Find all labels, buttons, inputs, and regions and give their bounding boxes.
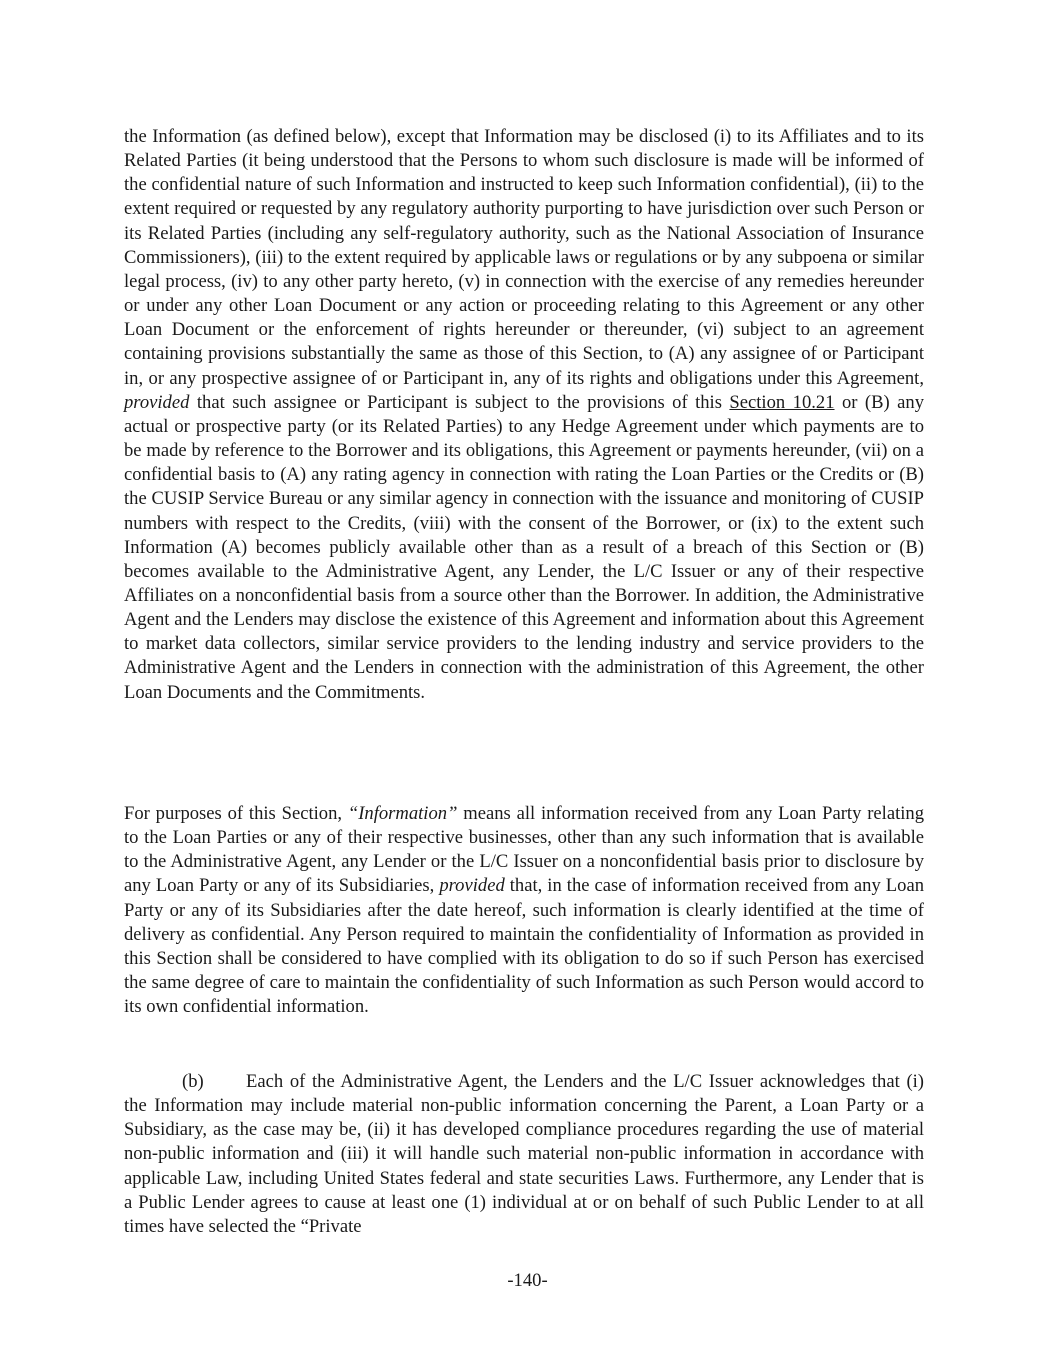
defined-term-information: “Information” xyxy=(347,803,458,824)
paragraph-text: that such assignee or Participant is subject to the provisions of this xyxy=(189,391,730,413)
section-reference: Section 10.21 xyxy=(729,391,835,413)
paragraph-text: For purposes of this Section, xyxy=(124,803,348,824)
paragraph-b-acknowledgement xyxy=(124,1070,924,1239)
paragraph-text: that, in the case of information received from any Loan Party or any of its Subsidiaries after the date hereof, such information is clearly identified at the time of delivery as confidential. Any Person required to maintain the confidentiality of Information as provided in this Section shall be considered to have complied with its obligation to do so if such Person has exercised the same degree of care to maintain the confidentiality of such Information as such Person would accord to its own confidential information. xyxy=(124,875,924,1018)
list-label-b: (b) xyxy=(182,1071,204,1092)
italic-term-provided: provided xyxy=(439,875,505,897)
paragraph-information-definition xyxy=(124,802,924,1019)
page-number: -140- xyxy=(507,1270,548,1291)
paragraph-confidentiality-disclosures xyxy=(124,125,924,705)
paragraph-text: or (B) any actual or prospective party (or its Related Parties) to any Hedge Agreement under which payments are to be made by reference to the Borrower and its obligations, this Agreement or payments hereunder, (vii) on a confidential basis to (A) any rating agency in connection with rating the Loan Parties or the Credits or (B) the CUSIP Service Bureau or any similar agency in connection with the issuance and monitoring of CUSIP numbers with respect to the Credits, (viii) with the consent of the Borrower, or (ix) to the extent such Information (A) becomes publicly available other than as a result of a breach of this Section or (B) becomes available to the Administrative Agent, any Lender, the L/C Issuer or any of their respective Affiliates on a nonconfidential basis from a source other than the Borrower. In addition, the Administrative Agent and the Lenders may disclose the existence of this Agreement and information about this Agreement to market data collectors, similar service providers to the lending industry and service providers to the Administrative Agent and the Lenders in connection with the administration of this Agreement, the other Loan Documents and the Commitments. xyxy=(124,391,924,703)
paragraph-text: means all information received from any Loan Party relating to the Loan Parties or any of their respective businesses, other than any such information that is available to the Administrative Agent, any Lender or the L/C Issuer on a nonconfidential basis prior to disclosure by any Loan Party or any of its Subsidiaries, xyxy=(124,803,925,897)
paragraph-text: Each of the Administrative Agent, the Lenders and the L/C Issuer acknowledges that (i) the Information may include material non-public information concerning the Parent, a Loan Party or a Subsidiary, as the case may be, (ii) it has developed compliance procedures regarding the use of material non-public information and (iii) it will handle such material non-public information in accordance with applicable Law, including United States federal and state securities Laws. Furthermore, any Lender that is a Public Lender agrees to cause at least one (1) individual at or on behalf of such Public Lender to at all times have selected the “Private xyxy=(124,1071,924,1237)
italic-term-provided: provided xyxy=(124,391,190,413)
paragraph-text: the Information (as defined below), except that Information may be disclosed (i) to its Affiliates and to its Related Parties (it being understood that the Persons to whom such disclosure is made will be informed of the confidential nature of such Information and instructed to keep such Information confidential), (ii) to the extent required or requested by any regulatory authority purporting to have jurisdiction over such Person or its Related Parties (including any self-regulatory authority, such as the National Association of Insurance Commissioners), (iii) to the extent required by applicable laws or regulations or by any subpoena or similar legal process, (iv) to any other party hereto, (v) in connection with the exercise of any remedies hereunder or under any other Loan Document or any action or proceeding relating to this Agreement or any other Loan Document or the enforcement of rights hereunder or thereunder, (vi) subject to an agreement containing provisions substantially the same as those of this Section, to (A) any assignee of or Participant in, or any prospective assignee of or Participant in, any of its rights and obligations under this Agreement, xyxy=(124,126,924,389)
